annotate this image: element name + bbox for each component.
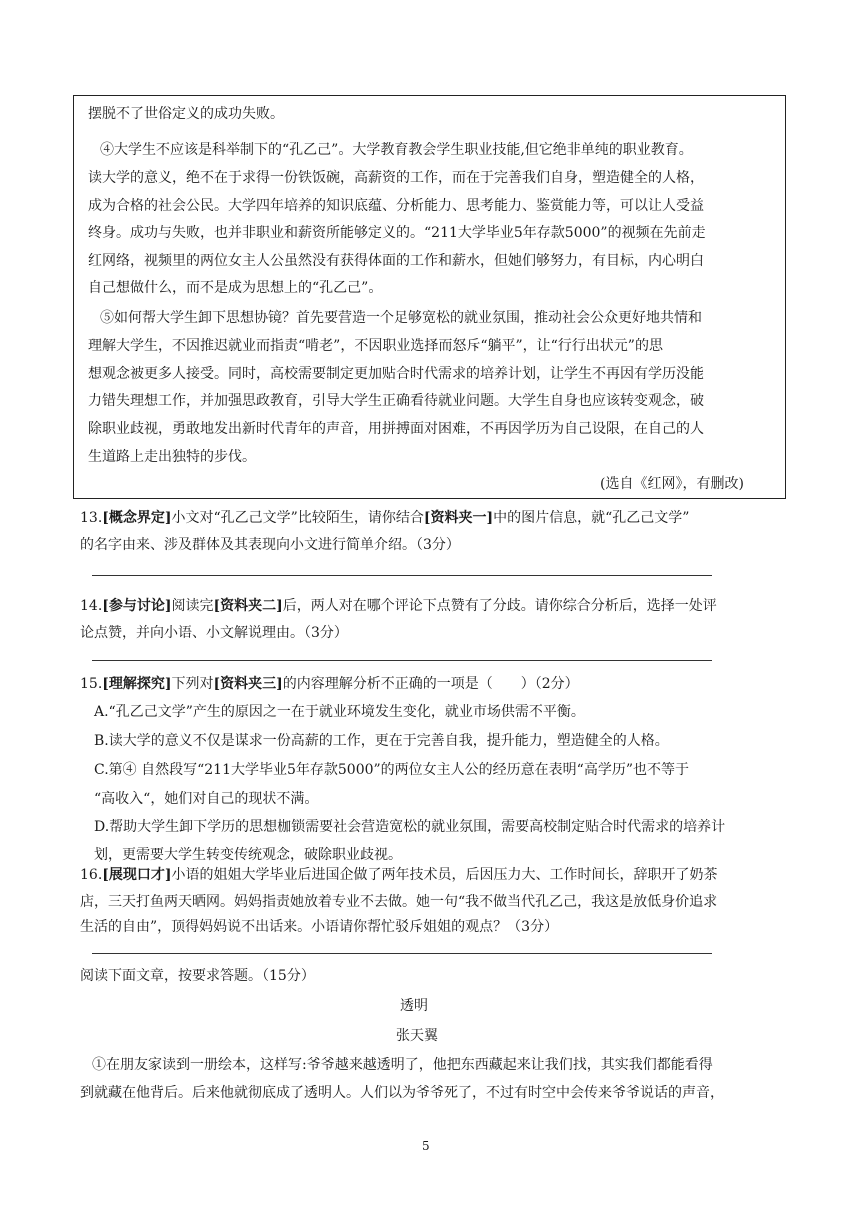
page-number: 5 <box>422 1139 430 1153</box>
article-paragraph-line: 到就藏在他背后。后来他就彻底成了透明人。人们以为爷爷死了，不过有时空中会传来爷爷说话的声音， <box>80 1085 724 1101</box>
material-ref: [资料夹二] <box>213 598 283 614</box>
question-text: 中的图片信息，就“孔乙己文学” <box>493 510 690 526</box>
paragraph-4-line: 成为合格的社会公民。大学四年培养的知识底蕴、分析能力、思考能力、鉴赏能力等，可以让人受益 <box>88 198 704 214</box>
paragraph-5-line: 力错失理想工作，并加强思政教育，引导大学生正确看待就业问题。大学生自身也应该转变观念，破 <box>88 393 704 409</box>
option-d-line-2: 划，更需要大学生转变传统观念，破除职业歧视。 <box>94 847 402 863</box>
question-14 <box>80 596 717 616</box>
option-c[interactable]: C.第④ 自然段写“211大学毕业5年存款5000”的两位女主人公的经历意在表明“高学历”也不等于 <box>94 762 689 778</box>
option-b[interactable]: B.读大学的意义不仅是谋求一份高薪的工作，更在于完善自我，提升能力，塑造健全的人格。 <box>94 733 669 749</box>
question-13 <box>80 508 689 528</box>
paragraph-5-line: ⑤如何帮大学生卸下思想协镜？首先要营造一个足够宽松的就业氛围，推动社会公众更好地共情和 <box>100 310 702 326</box>
question-text: 小文对“孔乙己文学”比较陌生，请你结合 <box>171 510 424 526</box>
material-ref: [资料夹三] <box>213 676 283 692</box>
paragraph-4-line: ④大学生不应该是科举制下的“孔乙己”。大学教育教会学生职业技能,但它绝非单纯的职业教育。 <box>100 142 693 158</box>
question-14-line-2: 论点赞，并向小语、小文解说理由。（3分） <box>80 625 348 641</box>
question-number: 15. <box>80 676 103 692</box>
paragraph-4-line: 红网络，视频里的两位女主人公虽然没有获得体面的工作和薪水，但她们够努力，有目标，内心明白 <box>88 253 704 269</box>
paragraph-4-line: 自己想做什么，而不是成为思想上的“孔乙己”。 <box>88 280 383 296</box>
question-text: 下列对 <box>171 676 214 692</box>
question-tag: [展现口才] <box>102 867 172 883</box>
article-author: 张天翼 <box>396 1028 438 1044</box>
option-c-line-2: “高收入“，她们对自己的现状不满。 <box>94 791 319 807</box>
answer-line-16[interactable] <box>92 953 712 954</box>
paragraph-5-line: 生道路上走出独特的步伐。 <box>88 449 256 465</box>
question-number: 14. <box>80 598 103 614</box>
question-number: 16. <box>80 867 103 883</box>
paragraph-5-line: 除职业歧视，勇敢地发出新时代青年的声音，用拼搏面对困难，不再因学历为自己设限，在自己的人 <box>88 421 704 437</box>
paragraph-5-line: 想观念被更多人接受。同时，高校需要制定更加贴合时代需求的培养计划，让学生不再因有学历没能 <box>88 366 704 382</box>
answer-line-14[interactable] <box>92 660 712 661</box>
question-15 <box>80 674 579 694</box>
source-citation: (选自《红网》，有删改) <box>600 476 744 492</box>
option-d[interactable]: D.帮助大学生卸下学历的思想枷锁需要社会营造宽松的就业氛围，需要高校制定贴合时代需求的培养计 <box>94 819 726 835</box>
question-16-line-2: 店，三天打鱼两天晒网。妈妈指责她放着专业不去做。她一句“我不做当代孔乙己，我这是放低身价追求 <box>80 894 718 910</box>
question-16-line-3: 生活的自由”，顶得妈妈说不出话来。小语请你帮忙驳斥姐姐的观点？（3分） <box>80 919 559 935</box>
option-a[interactable]: A.“孔乙己文学”产生的原因之一在于就业环境发生变化，就业市场供需不平衡。 <box>94 704 585 720</box>
question-tag: [理解探究] <box>102 676 172 692</box>
question-number: 13. <box>80 510 103 526</box>
question-text: 阅读完 <box>171 598 214 614</box>
question-13-line-2: 的名字由来、涉及群体及其表现向小文进行简单介绍。（3分） <box>80 537 460 553</box>
paragraph-4-line: 终身。成功与失败，也并非职业和薪资所能够定义的。“211大学毕业5年存款5000”的视频在先前走 <box>88 225 706 241</box>
question-text: 小语的姐姐大学毕业后进国企做了两年技术员，后因压力大、工作时间长，辞职开了奶茶 <box>171 867 718 883</box>
question-tag: [参与讨论] <box>102 598 172 614</box>
question-text: 的内容理解分析不正确的一项是（ ）（2分） <box>282 676 579 692</box>
answer-line-13[interactable] <box>92 575 712 576</box>
question-tag: [概念界定] <box>102 510 172 526</box>
reading-instruction: 阅读下面文章，按要求答题。（15分） <box>80 968 315 984</box>
paragraph-4-line: 读大学的意义，绝不在于求得一份铁饭碗，高薪资的工作，而在于完善我们自身，塑造健全的人格， <box>88 170 704 186</box>
material-ref: [资料夹一] <box>423 510 494 526</box>
paragraph-5-line: 理解大学生，不因推迟就业而指责“啃老”，不因职业选择而怒斥“躺平”，让“行行出状元”的思 <box>88 338 663 354</box>
article-paragraph-line: ①在朋友家读到一册绘本，这样写:爷爷越来越透明了，他把东西藏起来让我们找，其实我们都能看得 <box>92 1057 713 1073</box>
question-text: 后，两人对在哪个评论下点赞有了分歧。请你综合分析后，选择一处评 <box>282 598 717 614</box>
material-line: 摆脱不了世俗定义的成功失败。 <box>88 106 284 122</box>
question-16 <box>80 865 718 885</box>
article-title: 透明 <box>400 998 428 1014</box>
